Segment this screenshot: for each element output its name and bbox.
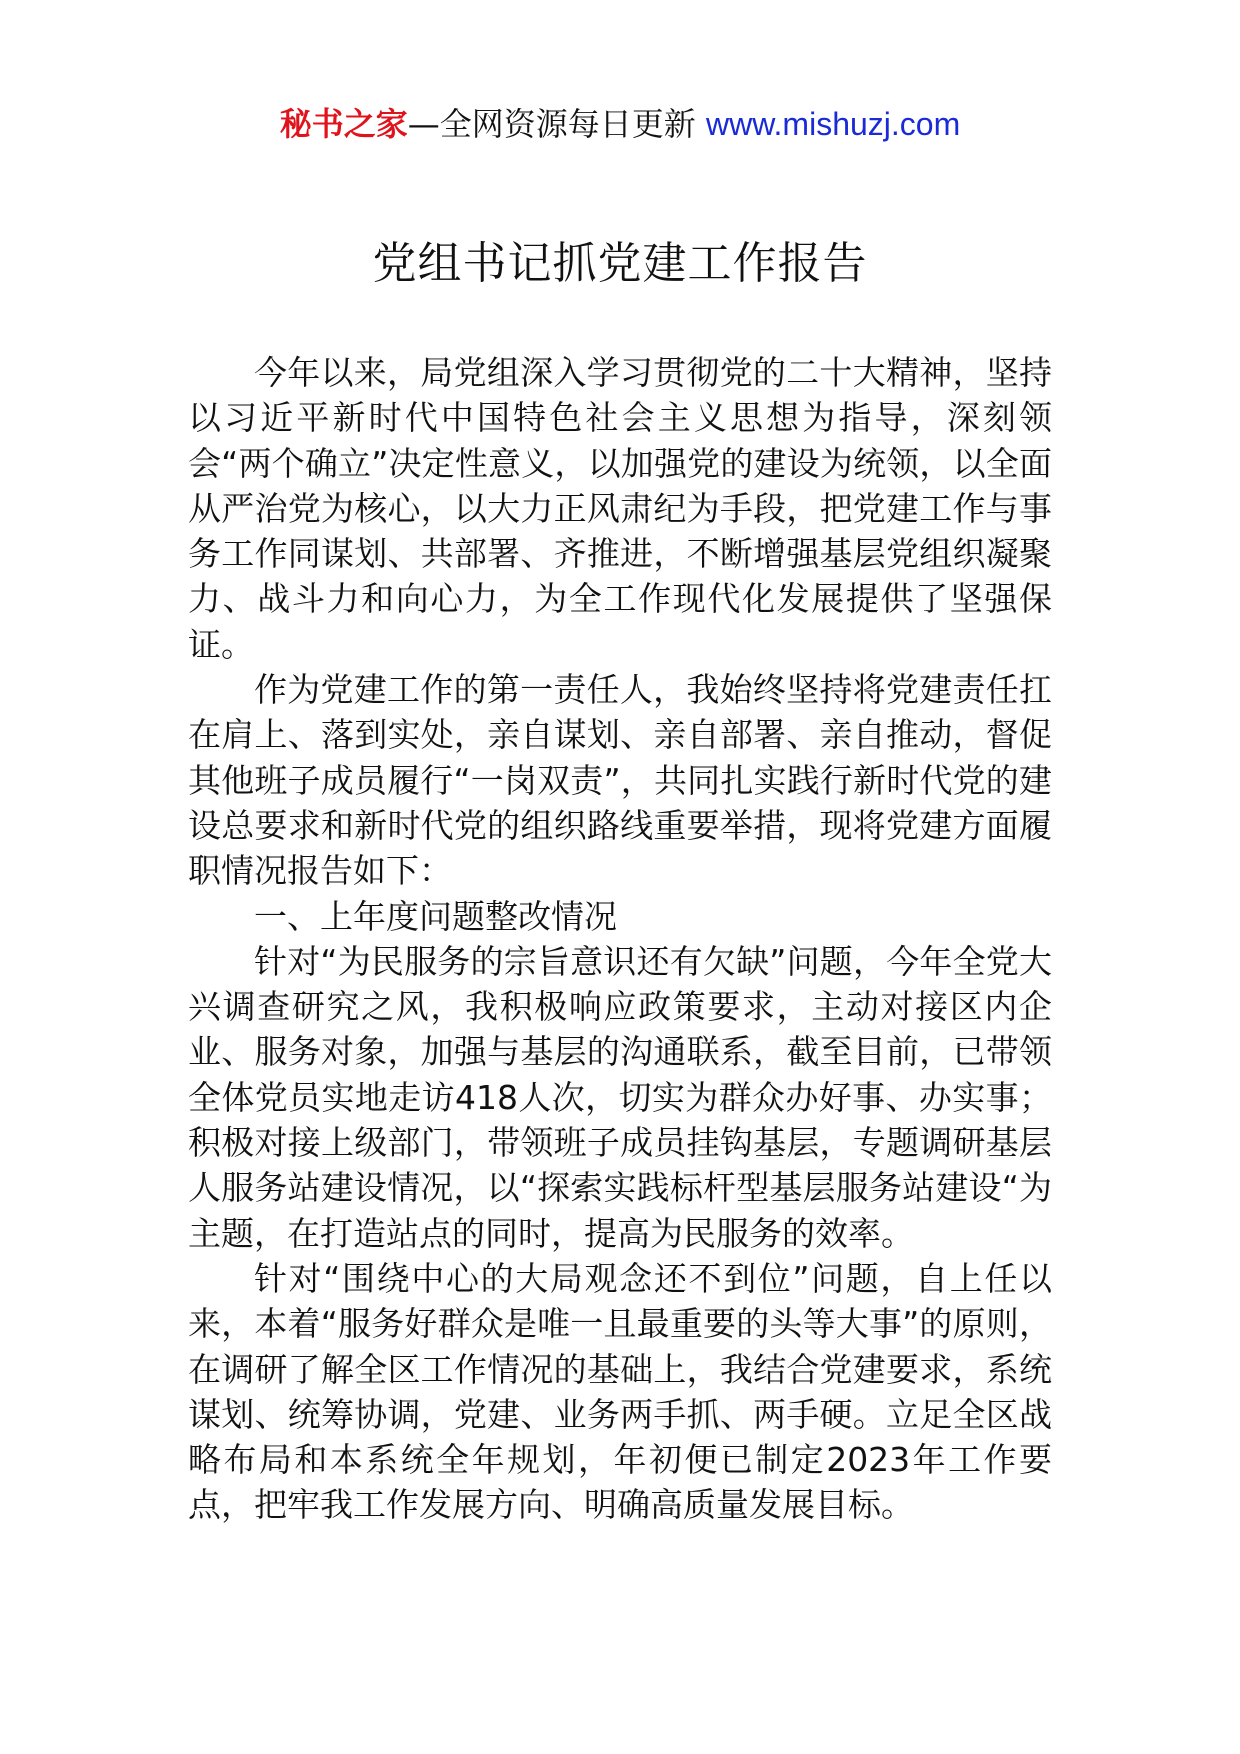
paragraph-overall-view: 针对“围绕中心的大局观念还不到位”问题，自上任以来，本着“服务好群众是唯一且最重要的头等大事”的原则，在调研了解全区工作情况的基础上，我结合党建要求，系统谋划、统筹协调，党建、业务两手抓、两手硬。立足全区战略布局和本系统全年规划，年初便已制定2023年工作要点，把牢我工作发展方向、明确高质量发展目标。 <box>188 1258 1052 1525</box>
document-body <box>188 350 1052 1528</box>
site-url-link[interactable]: www.mishuzj.com <box>705 106 961 142</box>
site-tagline: —全网资源每日更新 <box>407 105 706 143</box>
document-title: 党组书记抓党建工作报告 <box>372 238 868 289</box>
paragraph-intro: 今年以来，局党组深入学习贯彻党的二十大精神，坚持以习近平新时代中国特色社会主义思想为指导，深刻领会“两个确立”决定性意义，以加强党的建设为统领，以全面从严治党为核心，以大力正风肃纪为手段，把党建工作与事务工作同谋划、共部署、齐推进，不断增强基层党组织凝聚力、战斗力和向心力，为全工作现代化发展提供了坚强保证。 <box>188 353 1052 664</box>
paragraph-responsibility: 作为党建工作的第一责任人，我始终坚持将党建责任扛在肩上、落到实处，亲自谋划、亲自部署、亲自推动，督促其他班子成员履行“一岗双责”，共同扎实践行新时代党的建设总要求和新时代党的组织路线重要举措，现将党建方面履职情况报告如下： <box>188 670 1052 891</box>
site-brand-name: 秘书之家 <box>279 105 408 143</box>
section-heading-rectification: 一、上年度问题整改情况 <box>254 896 617 936</box>
site-header-banner <box>0 104 1240 144</box>
paragraph-service-awareness: 针对“为民服务的宗旨意识还有欠缺”问题，今年全党大兴调查研究之风，我积极响应政策要求，主动对接区内企业、服务对象，加强与基层的沟通联系，截至目前，已带领全体党员实地走访418人次，切实为群众办好事、办实事；积极对接上级部门，带领班子成员挂钩基层，专题调研基层人服务站建设情况，以“探索实践标杆型基层服务站建设“为主题，在打造站点的同时，提高为民服务的效率。 <box>188 941 1052 1253</box>
